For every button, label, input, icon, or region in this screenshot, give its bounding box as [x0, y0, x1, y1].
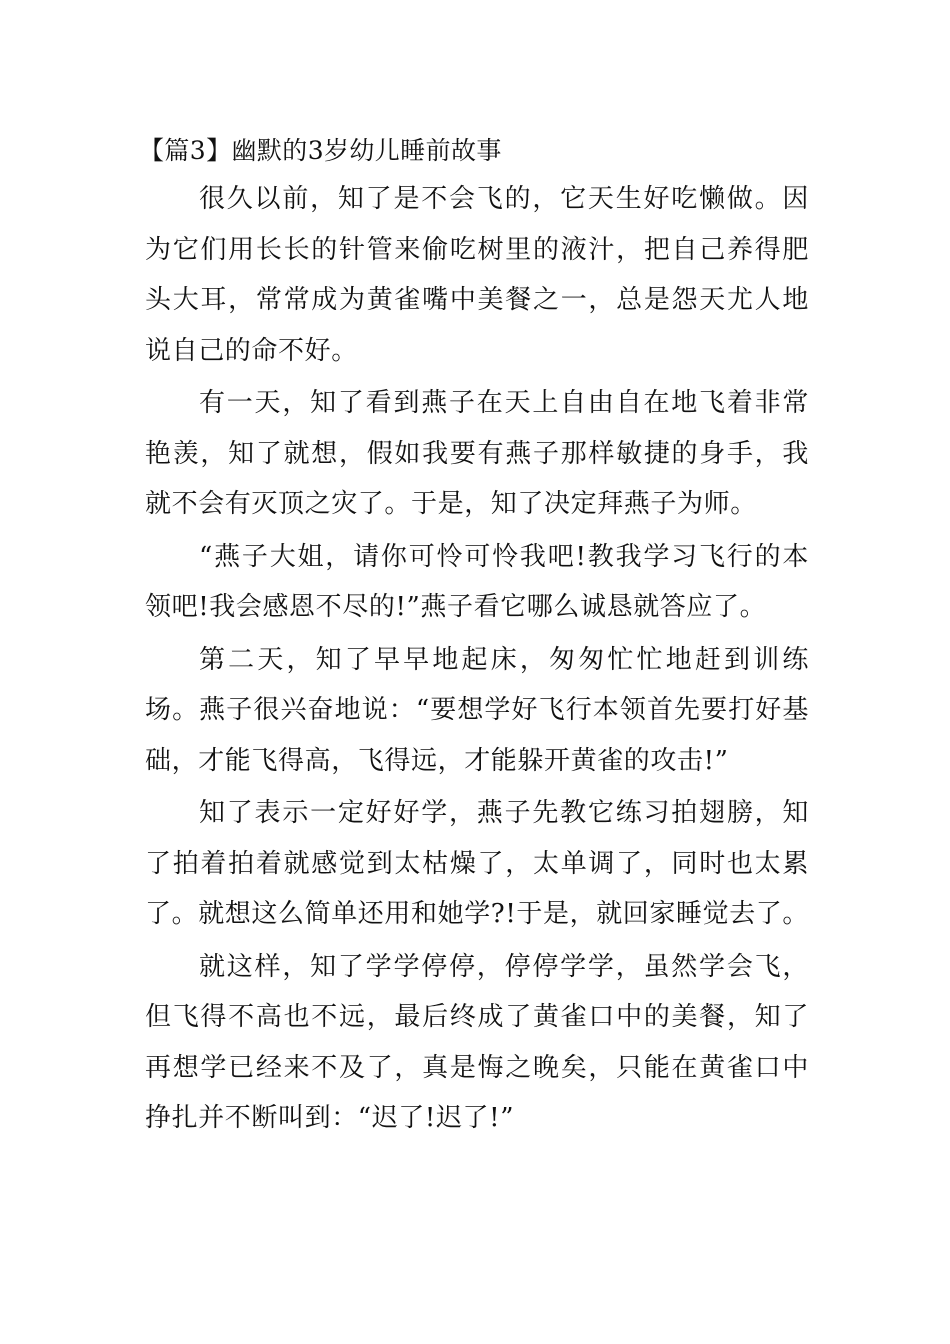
paragraph-2: 有一天，知了看到燕子在天上自由自在地飞着非常艳羡，知了就想，假如我要有燕子那样敏捷的身手，我就不会有灭顶之灾了。于是，知了决定拜燕子为师。: [145, 388, 809, 519]
document-body: [139, 128, 809, 1146]
paragraph-5: 知了表示一定好好学，燕子先教它练习拍翅膀，知了拍着拍着就感觉到太枯燥了，太单调了，同时也太累了。就想这么简单还用和她学?!于是，就回家睡觉去了。: [145, 798, 809, 929]
paragraph-6: 就这样，知了学学停停，停停学学，虽然学会飞，但飞得不高也不远，最后终成了黄雀口中的美餐，知了再想学已经来不及了，真是悔之晚矣，只能在黄雀口中挣扎并不断叫到：“迟了!迟了!”: [145, 951, 809, 1133]
story-title: 【篇3】幽默的3岁幼儿睡前故事: [139, 136, 502, 165]
paragraph-3: “燕子大姐，请你可怜可怜我吧!教我学习飞行的本领吧!我会感恩不尽的!”燕子看它哪么诚恳就答应了。: [145, 541, 809, 622]
paragraph-1: 很久以前，知了是不会飞的，它天生好吃懒做。因为它们用长长的针管来偷吃树里的液汁，把自己养得肥头大耳，常常成为黄雀嘴中美餐之一，总是怨天尤人地说自己的命不好。: [145, 184, 809, 366]
paragraph-4: 第二天，知了早早地起床，匆匆忙忙地赶到训练场。燕子很兴奋地说：“要想学好飞行本领首先要打好基础，才能飞得高，飞得远，才能躲开黄雀的攻击!”: [145, 644, 809, 776]
